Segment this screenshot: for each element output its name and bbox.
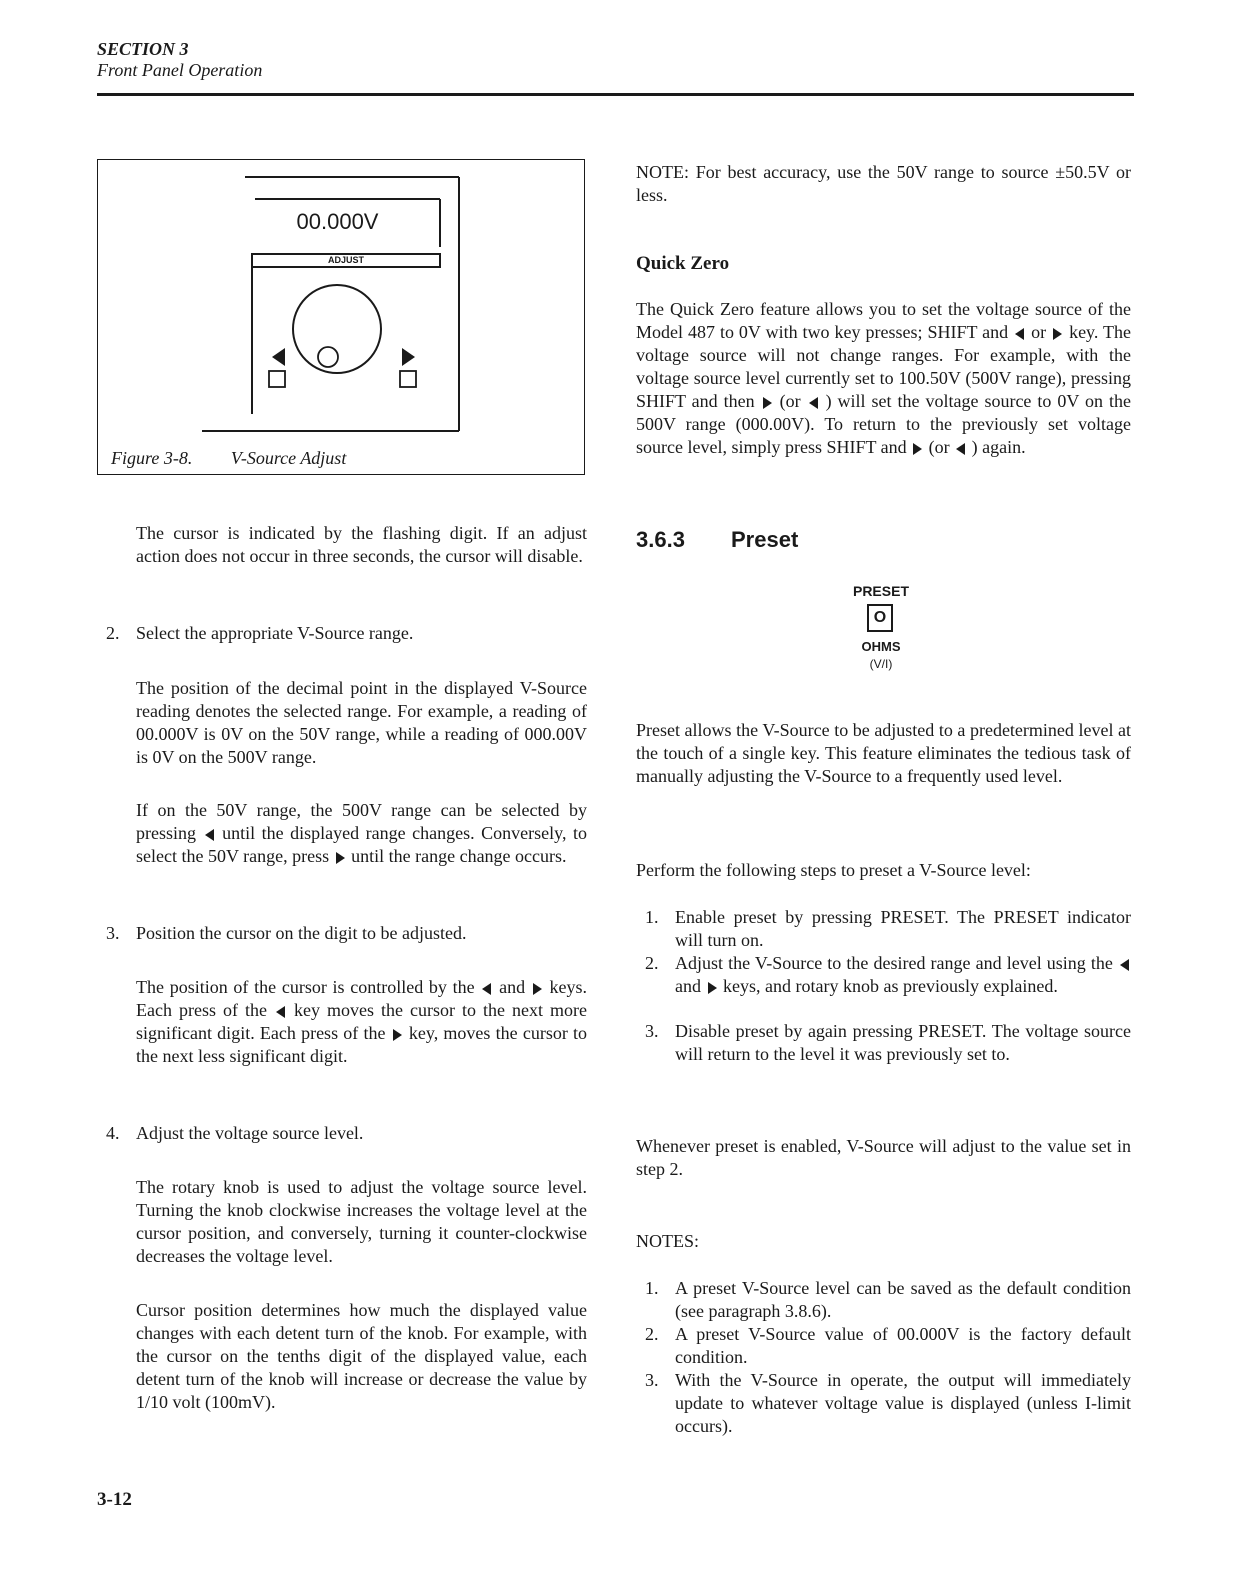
right-arrow-icon: [1053, 328, 1062, 340]
figure-number: Figure 3-8.: [111, 448, 193, 468]
left-arrow-icon: [1120, 959, 1129, 971]
note-number: 3.: [645, 1370, 659, 1390]
cursorpos-text-d: key moves the cursor to the next more significant digit. Each press of the: [136, 1000, 588, 1043]
preset-step-1: Enable preset by pressing PRESET. The PRESET indicator will turn on.: [675, 907, 1131, 950]
right-arrow-icon: [763, 397, 772, 409]
v-source-adjust-illustration: [97, 159, 585, 475]
right-arrow-icon: [402, 348, 415, 366]
ohms-key-label: OHMS: [861, 639, 901, 654]
left-arrow-icon: [1015, 328, 1024, 340]
left-arrow-icon: [809, 397, 818, 409]
step-3-text: Position the cursor on the digit to be adjusted.: [136, 923, 467, 943]
quick-zero-heading: Quick Zero: [636, 253, 730, 274]
right-arrow-icon: [708, 982, 717, 994]
preset-step-2-b: and: [675, 976, 701, 996]
note-number: 1.: [645, 1278, 659, 1298]
quick-zero-paragraph: [636, 298, 1131, 459]
step-2-text: Select the appropriate V-Source range.: [136, 623, 414, 643]
knob-indicator: [318, 347, 338, 367]
cursorpos-text-e: key, moves the cursor to the next less significant digit.: [136, 1023, 588, 1066]
left-arrow-icon: [205, 829, 214, 841]
qz-text-b: or: [1031, 322, 1047, 342]
step-number: 2.: [106, 623, 120, 643]
range-text-c: until the range change occurs.: [351, 846, 567, 866]
accuracy-note: NOTE: For best accuracy, use the 50V range to source ±50.5V or less.: [636, 162, 1131, 205]
range-text-a: If on the 50V range, the 500V range can be selected by pressing: [136, 800, 587, 843]
knob-paragraph: The rotary knob is used to adjust the voltage source level. Turning the knob clockwise increases the voltage level at the cursor position, and conversely, turning it counter-clockwise decreases the voltage level.: [136, 1177, 587, 1266]
right-arrow-icon: [393, 1029, 402, 1041]
qz-text-g: ) again.: [971, 437, 1026, 457]
page-number: 3-12: [97, 1489, 132, 1510]
note-2: A preset V-Source value of 00.000V is the factory default condition.: [675, 1324, 1131, 1367]
preset-step-2-a: Adjust the V-Source to the desired range and level using the: [675, 953, 1113, 973]
cursorpos-text-a: The position of the cursor is controlled by the: [136, 977, 475, 997]
vi-key-label: (V/I): [869, 657, 893, 671]
note-1: A preset V-Source level can be saved as the default condition (see paragraph 3.8.6).: [675, 1278, 1131, 1321]
qz-text-d: (or: [779, 391, 801, 411]
preset-key: O: [867, 604, 893, 632]
adjust-label: ADJUST: [327, 255, 364, 265]
section-number: 3.6.3: [636, 527, 685, 552]
step-4-text: Adjust the voltage source level.: [136, 1123, 364, 1143]
qz-text-f: (or: [928, 437, 950, 457]
right-key: [400, 371, 416, 387]
right-arrow-icon: [533, 983, 542, 995]
detent-paragraph: Cursor position determines how much the displayed value changes with each detent turn of the knob. For example, with the cursor on the tenths digit of the displayed value, each detent turn of the knob will increase or decrease the value by 1/10 volt (100mV).: [136, 1300, 587, 1412]
decimal-paragraph: The position of the decimal point in the displayed V-Source reading denotes the selected range. For example, a reading of 00.000V is 0V on the 50V range, while a reading of 000.00V is 0V on the 500V range.: [136, 678, 587, 767]
left-arrow-icon: [272, 348, 285, 366]
qz-text-a: The Quick Zero feature allows you to set the voltage source of the Model 487 to 0V with two key presses; SHIFT and: [636, 299, 1131, 342]
cursorpos-text-b: and: [499, 977, 526, 997]
right-arrow-icon: [913, 443, 922, 455]
qz-text-c: key. The voltage source will not change ranges. For example, with the voltage source level currently set to 100.50V (500V range), pressing SHIFT and then: [636, 322, 1132, 411]
cursorpos-text-c: keys. Each press of the: [136, 977, 588, 1020]
cursor-position-paragraph: [136, 976, 587, 1068]
preset-step-3: Disable preset by again pressing PRESET. The voltage source will return to the level it was previously set to.: [675, 1021, 1131, 1064]
section-subtitle: Front Panel Operation: [97, 60, 263, 80]
preset-step-2: [675, 952, 1131, 998]
step-number: 3.: [106, 923, 120, 943]
note-number: 2.: [645, 1324, 659, 1344]
left-arrow-icon: [482, 983, 491, 995]
display-reading: 00.000V: [296, 209, 379, 234]
section-title: Preset: [731, 527, 799, 552]
note-3: With the V-Source in operate, the output will immediately update to whatever voltage value is displayed (unless I-limit occurs).: [675, 1370, 1131, 1436]
figure-caption: [111, 448, 346, 469]
figure-title: V-Source Adjust: [230, 448, 347, 468]
step-number: 3.: [645, 1021, 659, 1041]
qz-text-e: ) will set the voltage source to 0V on the 500V range (000.00V). To return to the previously set voltage source level, simply press SHIFT and: [636, 391, 1132, 457]
step-number: 2.: [645, 953, 659, 973]
left-arrow-icon: [276, 1006, 285, 1018]
perform-line: Perform the following steps to preset a V-Source level:: [636, 860, 1031, 880]
left-key: [269, 371, 285, 387]
preset-step-2-c: keys, and rotary knob as previously explained.: [723, 976, 1058, 996]
section-label: SECTION 3: [97, 39, 189, 59]
notes-heading: NOTES:: [636, 1231, 699, 1251]
whenever-paragraph: Whenever preset is enabled, V-Source will adjust to the value set in step 2.: [636, 1136, 1131, 1179]
preset-paragraph: Preset allows the V-Source to be adjusted to a predetermined level at the touch of a single key. This feature eliminates the tedious task of manually adjusting the V-Source to a frequently used level.: [636, 720, 1131, 786]
left-arrow-icon: [956, 443, 965, 455]
step-number: 1.: [645, 907, 659, 927]
preset-key-label: PRESET: [852, 583, 909, 599]
header-divider: [97, 93, 1134, 96]
cursor-paragraph: The cursor is indicated by the flashing digit. If an adjust action does not occur in three seconds, the cursor will disable.: [136, 523, 587, 566]
right-arrow-icon: [336, 852, 345, 864]
range-paragraph: [136, 799, 587, 868]
range-text-b: until the displayed range changes. Conversely, to select the 50V range, press: [136, 823, 587, 866]
step-number: 4.: [106, 1123, 120, 1143]
